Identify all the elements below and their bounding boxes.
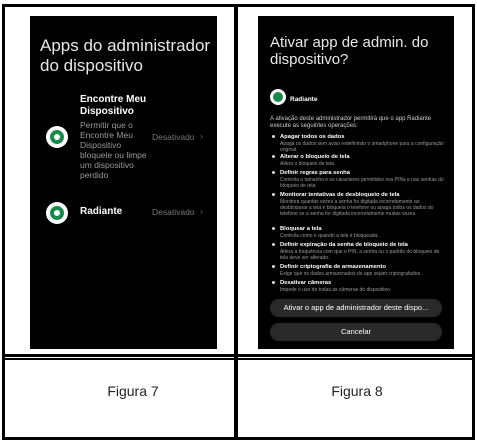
table-divider-horizontal	[2, 354, 475, 357]
app-name: Radiante	[290, 96, 318, 103]
permission-item: Monitorar tentativas de desbloqueio de tela Monitora quantas vezes a senha foi digitada incorretamente ao desbloquear a tela e bloqueia o telefone ou apaga todos os dados do telefone se a senha for digitada incorretamente muitas vezes.	[280, 192, 448, 217]
figure-caption: Figura 8	[331, 383, 383, 399]
dialog-title: Ativar app de admin. do dispositivo?	[270, 34, 429, 68]
figure-caption: Figura 7	[107, 383, 159, 399]
permission-item: Definir criptografia de armazenamento Exige que os dados armazenados do app sejam criptografados.	[280, 264, 448, 277]
permission-item: Apagar todos os dados Apaga os dados sem aviso redefinindo o smartphone para a configuração original.	[280, 134, 448, 153]
permission-item: Bloquear a tela Controla como e quando a tela é bloqueada.	[280, 226, 448, 239]
phone-screenshot-figure-7	[30, 16, 217, 349]
permission-item: Definir expiração da senha de bloqueio de tela Altera a frequência com que o PIN, a senha ou o padrão do bloqueio de tela deve ser alterado.	[280, 242, 448, 261]
phone-screenshot-figure-8	[258, 16, 454, 349]
cancel-button[interactable]: Cancelar	[270, 323, 442, 341]
permission-item: Alterar o bloqueio de tela Altera o bloqueio de tela.	[280, 154, 448, 167]
chevron-right-icon: ›	[200, 206, 203, 216]
permission-item: Desativar câmeras Impede o uso de todas as câmeras do dispositivo.	[280, 280, 448, 293]
radiante-app-icon	[270, 89, 286, 105]
app-description: Permitir que o Encontre Meu Dispositivo bloqueie ou limpe um dispositivo perdido	[80, 120, 147, 180]
permission-item: Definir regras para senha Controla o tamanho e os caracteres permitidos nos PINs e nas senhas do bloqueio de tela.	[280, 170, 448, 189]
chevron-right-icon: ›	[200, 131, 203, 141]
table-divider-vertical	[234, 4, 238, 440]
intro-text: A ativação deste administrador permitirá que o app Radiante execute as seguintes operações:	[270, 116, 432, 129]
find-my-device-icon	[46, 126, 68, 148]
table-divider-horizontal-2	[2, 358, 475, 360]
app-name-radiante[interactable]: Radiante	[80, 206, 123, 217]
activate-admin-button[interactable]: Ativar o app de administrador deste dispo...	[270, 299, 442, 317]
radiante-app-icon	[46, 202, 68, 224]
status-label[interactable]: Desativado	[152, 207, 195, 217]
status-label[interactable]: Desativado	[152, 132, 195, 142]
page-title: Apps do administrador do dispositivo	[40, 36, 211, 75]
app-name-find-my-device[interactable]: Encontre Meu Dispositivo	[80, 94, 147, 117]
